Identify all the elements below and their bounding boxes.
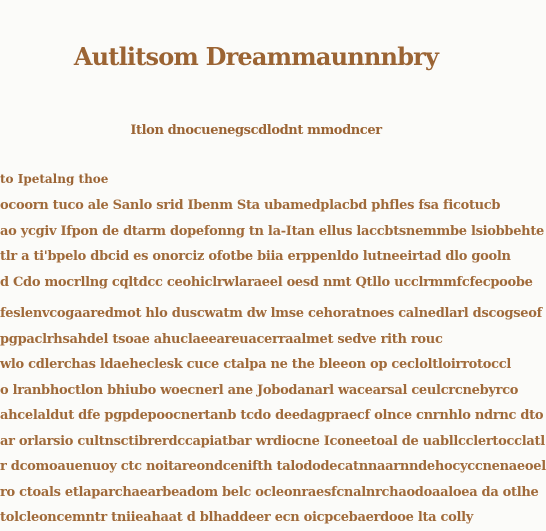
paragraph-line: feslenvcogaaredmot hlo duscwatm dw lmse cehoratnoes calnedlarl dscogseof (0, 306, 542, 321)
paragraph-line: pgpaclrhsahdel tsoae ahuclaeeareuacerraalmet sedve rith rouc (0, 331, 443, 347)
paragraph-line: o lranbhoctlon bhiubo woecnerl ane Jobodanarl wacearsal ceulcrcnebyrco (0, 382, 519, 398)
paragraph-2 (0, 301, 546, 531)
document-subtitle: Itlon dnocuenegscdlodnt mmodncer (130, 123, 382, 138)
section-heading: to Ipetalng thoe (0, 172, 109, 186)
paragraph-line: wlo cdlerchas ldaeheclesk cuce ctalpa ne the bleeon op cecloltloirrotoccl (0, 357, 511, 372)
paragraph-line: ro ctoals etlaparchaearbeadom belc ocleonraesfcnalnrchaodoaaloea da otlhe (0, 484, 539, 500)
paragraph-line: ahcelaldut dfe pgpdepoocnertanb tcdo deedagpraecf olnce cnrnhlo ndrnc dto (0, 408, 544, 423)
paragraph-line: r dcomoauenuoy ctc noitareondcenifth talododecatnnaarnndehocyccnenaeoel (0, 459, 546, 474)
paragraph-line: ao ycgiv Ifpon de dtarm dopefonng tn la-Itan ellus laccbtsnemmbe lsiobbehte (0, 223, 544, 239)
paragraph-1 (0, 193, 544, 295)
document-title: Autlitsom Dreammaunnnbry (73, 42, 439, 71)
paragraph-line: tolcleoncemntr tniieahaat d blhaddeer ecn oicpcebaerdooe lta colly (0, 510, 474, 525)
paragraph-line: ar orlarsio cultnsctibrerdccapiatbar wrdiocne Iconeetoal de uabllcclertocclatl (0, 433, 545, 449)
paragraph-line: d Cdo mocrllng cqltdcc ceohiclrwlaraeel oesd nmt Qtllo ucclrmmfcfecpoobe (0, 274, 533, 290)
paragraph-line: ocoorn tuco ale Sanlo srid Ibenm Sta ubamedplacbd phfles fsa ficotucb (0, 198, 501, 213)
paragraph-line: tlr a ti'bpelo dbcid es onorciz ofotbe biia erppenldo lutneeirtad dlo gooln (0, 249, 511, 264)
